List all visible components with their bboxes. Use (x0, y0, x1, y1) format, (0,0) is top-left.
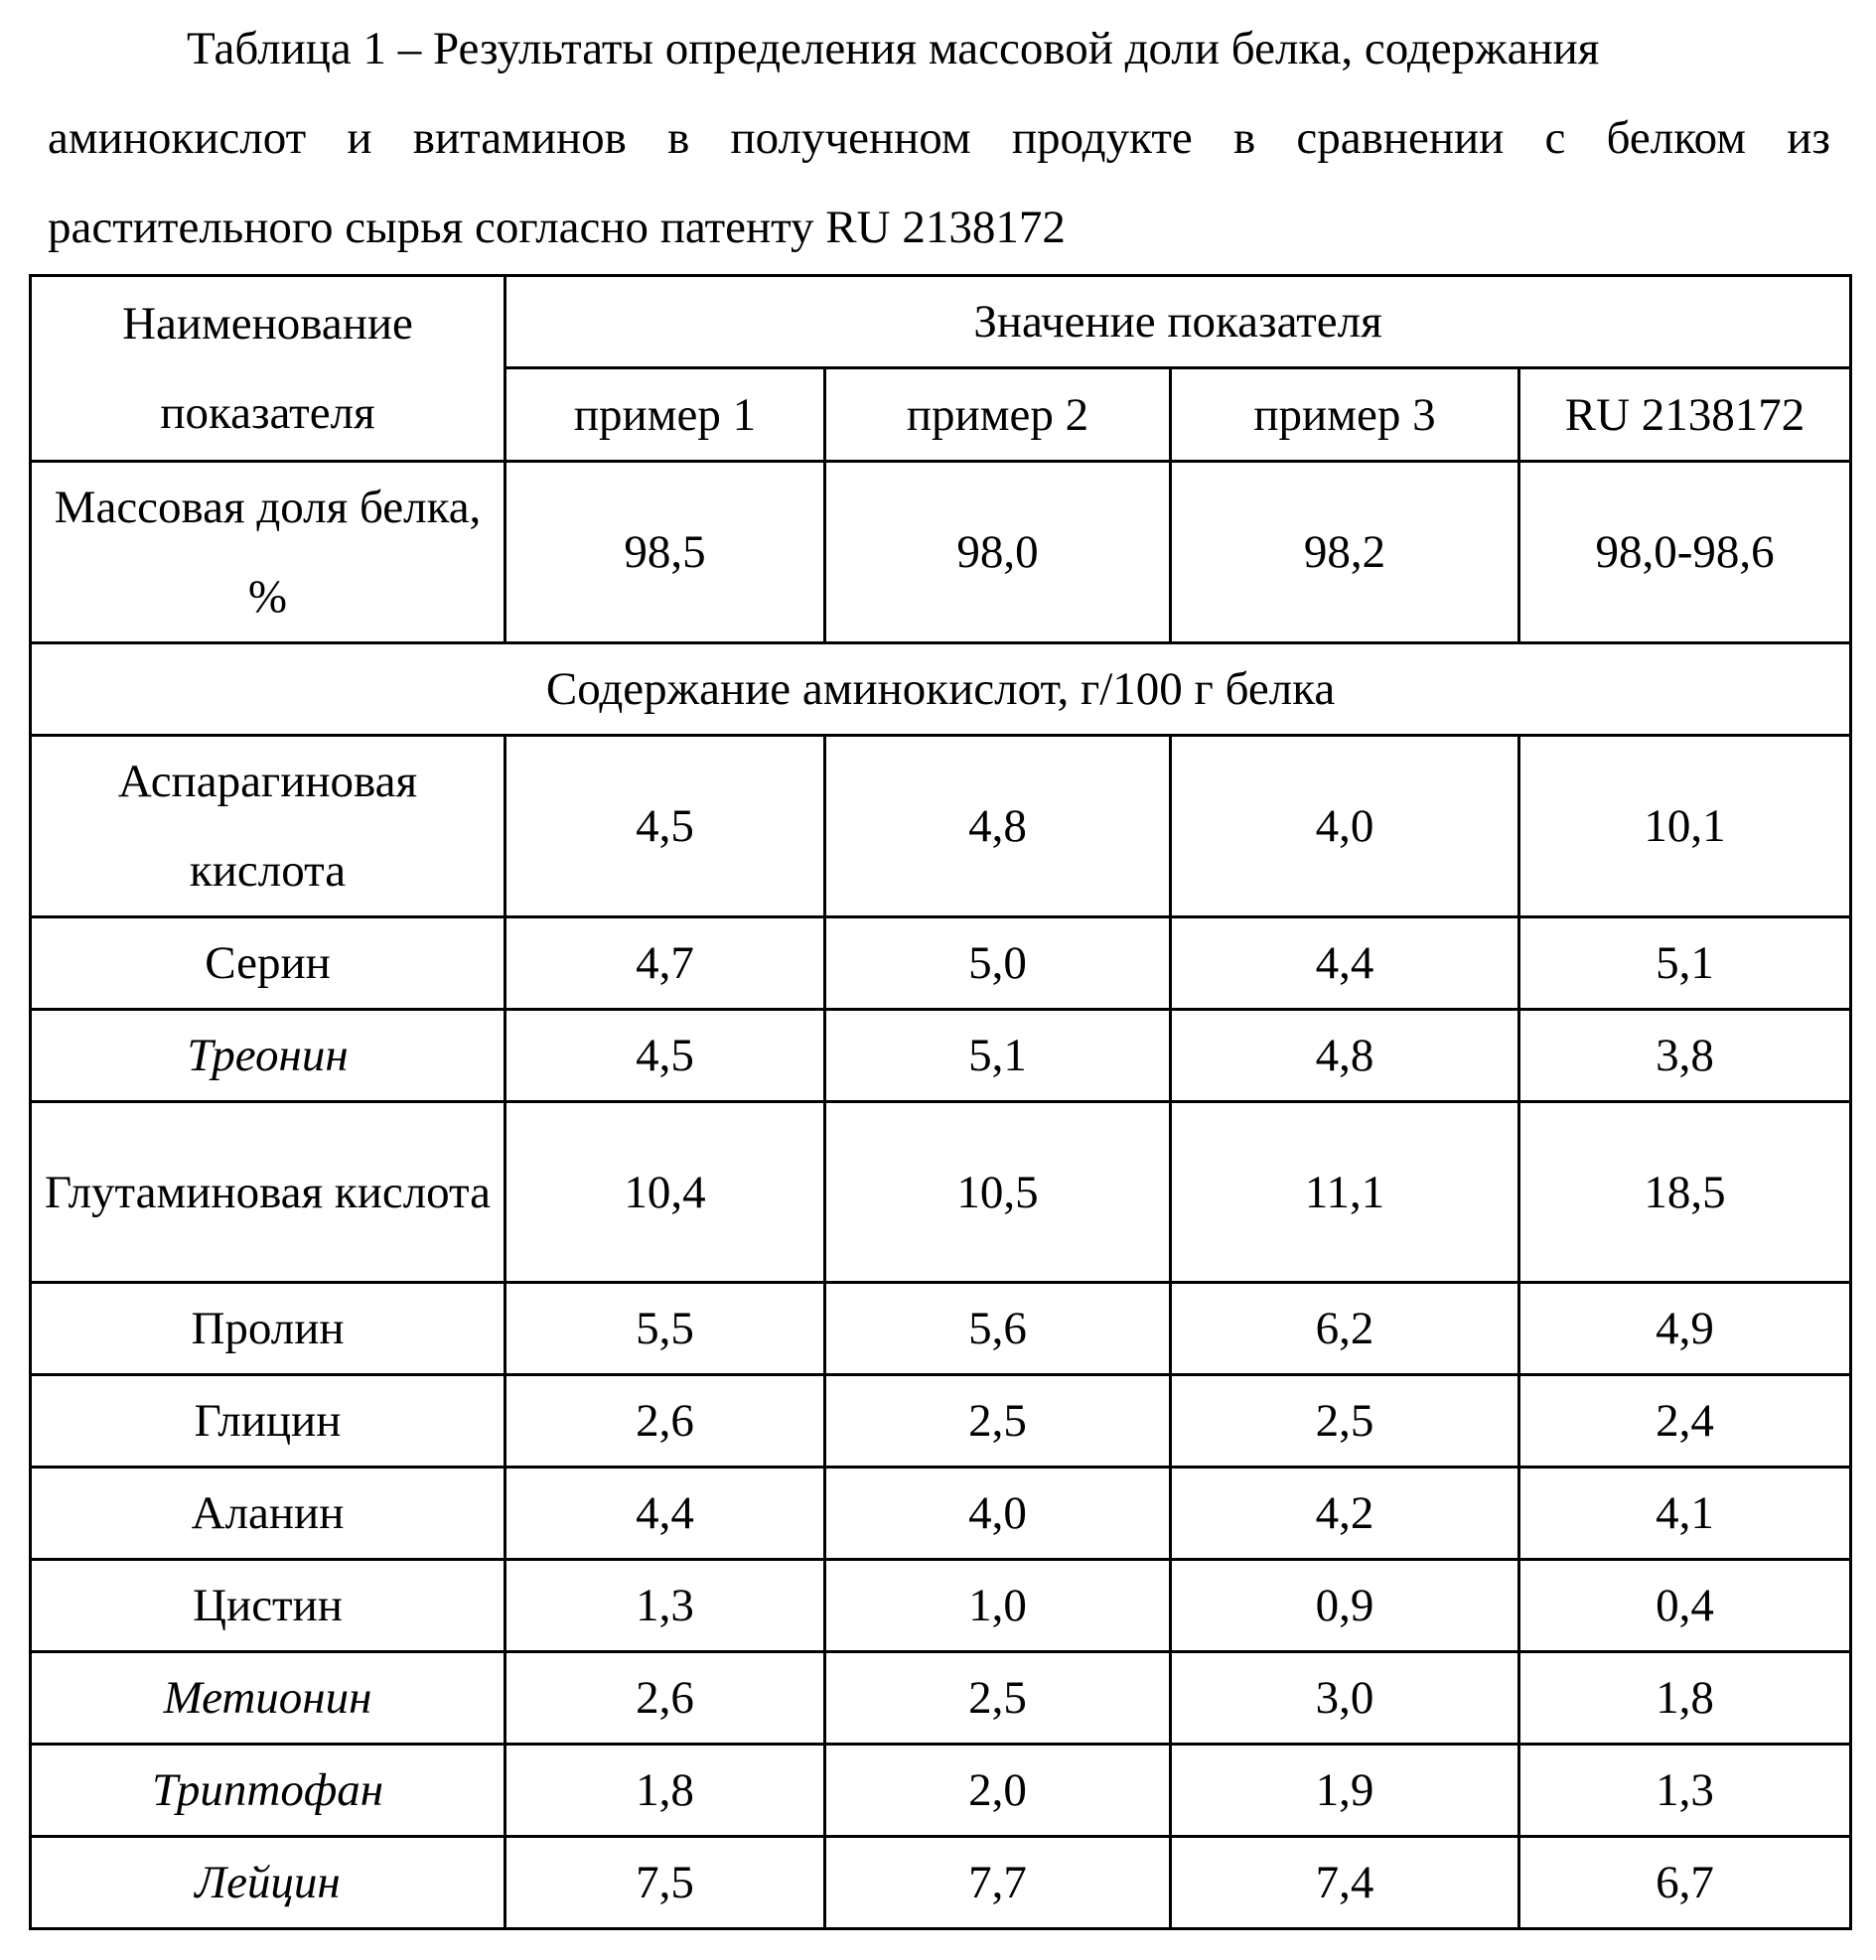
row-value: 4,4 (505, 1468, 825, 1560)
row-value: 4,7 (505, 917, 825, 1010)
header-col-patent: RU 2138172 (1519, 368, 1851, 462)
row-name: Цистин (31, 1560, 505, 1652)
table-row (31, 1468, 1851, 1560)
protein-row-name: Массовая доля белка, % (31, 462, 505, 643)
caption-line-1: Таблица 1 – Результаты определения массовой доли белка, содержания (48, 4, 1830, 93)
protein-value: 98,2 (1171, 462, 1519, 643)
row-value: 18,5 (1519, 1102, 1851, 1283)
row-value: 1,3 (505, 1560, 825, 1652)
results-table (29, 274, 1852, 1930)
row-value: 6,2 (1171, 1283, 1519, 1375)
row-value: 2,6 (505, 1652, 825, 1745)
header-col-example-1: пример 1 (505, 368, 825, 462)
row-value: 5,1 (1519, 917, 1851, 1010)
caption-line-2: аминокислот и витаминов в полученном продукте в сравнении с белком из (48, 93, 1830, 183)
header-value-group: Значение показателя (505, 276, 1851, 368)
table-row (31, 1837, 1851, 1929)
header-row-1 (31, 276, 1851, 368)
row-value: 5,6 (825, 1283, 1171, 1375)
row-name: Аланин (31, 1468, 505, 1560)
row-name: Лейцин (31, 1837, 505, 1929)
row-value: 5,0 (825, 917, 1171, 1010)
protein-value: 98,5 (505, 462, 825, 643)
header-col-example-3: пример 3 (1171, 368, 1519, 462)
row-value: 5,5 (505, 1283, 825, 1375)
row-value: 4,8 (1171, 1010, 1519, 1102)
header-name-column: Наименование показателя (31, 276, 505, 462)
row-value: 4,0 (1171, 736, 1519, 917)
table-row (31, 736, 1851, 917)
section-title: Содержание аминокислот, г/100 г белка (31, 643, 1851, 736)
row-value: 1,9 (1171, 1745, 1519, 1837)
row-value: 0,4 (1519, 1560, 1851, 1652)
row-value: 4,1 (1519, 1468, 1851, 1560)
protein-row (31, 462, 1851, 643)
row-value: 4,5 (505, 736, 825, 917)
row-value: 4,0 (825, 1468, 1171, 1560)
row-value: 4,9 (1519, 1283, 1851, 1375)
table-row (31, 1745, 1851, 1837)
row-value: 2,5 (1171, 1375, 1519, 1468)
row-value: 4,5 (505, 1010, 825, 1102)
table-row (31, 917, 1851, 1010)
header-col-example-2: пример 2 (825, 368, 1171, 462)
amino-acid-rows (31, 736, 1851, 1929)
row-name: Серин (31, 917, 505, 1010)
row-name: Глутаминовая кислота (31, 1102, 505, 1283)
caption-line-3: растительного сырья согласно патенту RU 2138172 (48, 183, 1830, 272)
row-value: 2,4 (1519, 1375, 1851, 1468)
row-value: 3,8 (1519, 1010, 1851, 1102)
row-value: 2,5 (825, 1375, 1171, 1468)
row-name: Аспарагиновая кислота (31, 736, 505, 917)
row-name: Глицин (31, 1375, 505, 1468)
row-value: 2,0 (825, 1745, 1171, 1837)
row-value: 1,0 (825, 1560, 1171, 1652)
protein-value: 98,0 (825, 462, 1171, 643)
row-name: Метионин (31, 1652, 505, 1745)
row-value: 3,0 (1171, 1652, 1519, 1745)
table-row (31, 1102, 1851, 1283)
row-value: 0,9 (1171, 1560, 1519, 1652)
table-row (31, 1560, 1851, 1652)
row-value: 11,1 (1171, 1102, 1519, 1283)
row-name: Треонин (31, 1010, 505, 1102)
row-value: 10,1 (1519, 736, 1851, 917)
row-value: 1,8 (1519, 1652, 1851, 1745)
row-value: 1,3 (1519, 1745, 1851, 1837)
row-value: 7,4 (1171, 1837, 1519, 1929)
row-value: 4,2 (1171, 1468, 1519, 1560)
row-value: 2,6 (505, 1375, 825, 1468)
row-value: 10,4 (505, 1102, 825, 1283)
table-caption (48, 4, 1830, 272)
row-value: 1,8 (505, 1745, 825, 1837)
table-row (31, 1652, 1851, 1745)
protein-value: 98,0-98,6 (1519, 462, 1851, 643)
row-value: 7,5 (505, 1837, 825, 1929)
row-name: Пролин (31, 1283, 505, 1375)
row-value: 4,4 (1171, 917, 1519, 1010)
table-row (31, 1010, 1851, 1102)
row-name: Триптофан (31, 1745, 505, 1837)
section-row (31, 643, 1851, 736)
row-value: 7,7 (825, 1837, 1171, 1929)
row-value: 6,7 (1519, 1837, 1851, 1929)
row-value: 2,5 (825, 1652, 1171, 1745)
row-value: 10,5 (825, 1102, 1171, 1283)
row-value: 4,8 (825, 736, 1171, 917)
table-row (31, 1375, 1851, 1468)
row-value: 5,1 (825, 1010, 1171, 1102)
table-row (31, 1283, 1851, 1375)
